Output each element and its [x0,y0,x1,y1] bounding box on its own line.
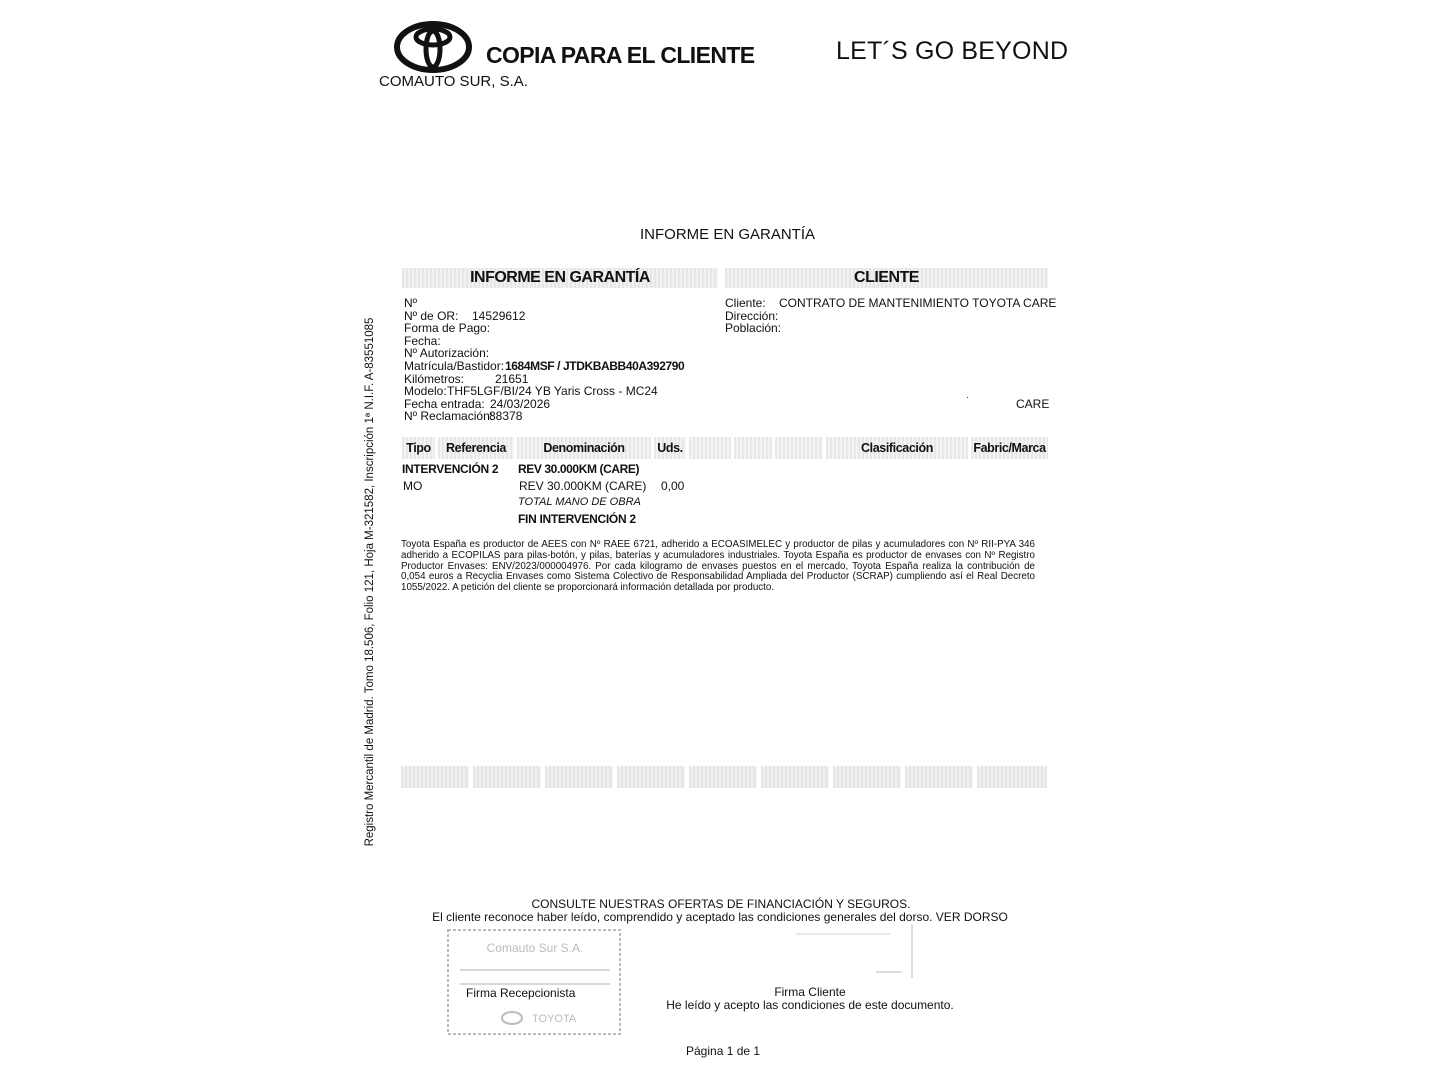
field-label: Dirección: [725,308,779,323]
column-header-denominacion: Denominación [517,437,651,459]
page-number: Página 1 de 1 [686,1044,761,1058]
items-table-header [402,437,1048,459]
field-label: Población: [725,321,782,336]
intervention-name: REV 30.000KM (CARE) [518,462,640,476]
dealer-stamp [446,926,624,1038]
reconoce-line: El cliente reconoce haber leído, comprendido y aceptado las condiciones generales del dorso. VER DORSO [432,910,1008,924]
faint-stamp [790,922,916,980]
mark-dot: · [966,392,970,403]
stamp-brand: TOYOTA [532,1013,577,1025]
intervention-title: INTERVENCIÓN 2 [402,462,499,476]
field-value: 1684MSF / JTDKBABB40A392790 [505,358,685,373]
column-header-blank [689,437,731,459]
totals-cell [545,766,613,788]
field-label: Modelo: [404,384,447,399]
consulte-line: CONSULTE NUESTRAS OFERTAS DE FINANCIACIÓN Y SEGUROS. [531,897,911,911]
column-header-blank [775,437,823,459]
totals-cell [833,766,901,788]
cliente-section-bar: CLIENTE [725,268,1048,288]
informe-fields [404,297,724,423]
field-value: 21651 [495,371,529,386]
totals-cell [689,766,757,788]
totals-cell [905,766,973,788]
field-label: Forma de Pago: [404,321,491,336]
field-poblacion [725,322,1048,335]
field-value: THF5LGF/BI/24 YB Yaris Cross - MC24 [447,384,658,399]
field-value: 88378 [489,409,523,424]
column-header-blank [734,437,772,459]
row-uds: 0,00 [661,479,685,493]
column-header-fabric-marca: Fabric/Marca [971,437,1048,459]
row-tipo: MO [403,479,423,493]
toyota-logo-icon [394,20,472,74]
firma-recepcionista: Firma Recepcionista [466,986,576,1000]
field-label: Nº Autorización: [404,346,490,361]
copy-title: COPIA PARA EL CLIENTE [486,42,755,68]
totals-cell [473,766,541,788]
cliente-fields [725,296,1057,336]
field-label: Nº de OR: [404,308,459,323]
field-forma-pago [404,322,724,335]
legal-notice: Toyota España es productor de AEES con Nº RAEE 6721, adherido a ECOASIMELEC y productor de pilas y acumuladores con Nº RII-PYA 346 adherido a ECOPILAS para pilas-botón, y pilas, baterías y acumuladores industriales. Toyota España es productor de envases con Nº Registro Productor Envases: ENV/2023/000004976. Por cada kilogramo de envases puestos en el mercado, Toyota España realiza la contribución de 0,054 euros a Recyclia Envases como Sistema Colectivo de Responsabilidad Ampliada del Productor (SCRAP) cumpliendo así el Real Decreto 1055/2022. A petición del cliente se proporcionará información detallada por producto. [401,539,1035,594]
totals-cell [617,766,685,788]
acepto-line: He leído y acepto las condiciones de este documento. [666,998,954,1012]
row-denominacion: REV 30.000KM (CARE) [519,479,647,493]
field-value: CONTRATO DE MANTENIMIENTO TOYOTA CARE [779,296,1057,310]
column-header-tipo: Tipo [402,437,435,459]
column-header-clasificacion: Clasificación [826,437,968,459]
end-intervention: FIN INTERVENCIÓN 2 [518,512,636,526]
registry-side-text: Registro Mercantil de Madrid. Tomo 18.506, Folio 121, Hoja M-321582, Inscripción 1ª N.I.F. A-83551085 [364,317,376,847]
totals-cell [761,766,829,788]
cliente-care-label: CARE [1016,397,1050,411]
field-label: Fecha entrada: [404,396,485,411]
totals-strip [401,766,1047,788]
field-label: Nº [404,296,418,310]
field-label: Cliente: [725,296,766,310]
firma-cliente: Firma Cliente [774,985,846,999]
field-label: Nº Reclamación: [404,409,494,424]
field-label: Fecha: [404,333,441,348]
field-value: 14529612 [472,308,526,323]
footer-notice [0,898,1440,924]
field-value: 24/03/2026 [490,396,551,411]
total-mano-obra: TOTAL MANO DE OBRA [518,496,641,508]
slogan: LET´S GO BEYOND [836,37,1069,65]
column-header-uds: Uds. [654,437,686,459]
informe-section-bar: INFORME EN GARANTÍA [402,268,718,288]
field-reclamacion [404,410,724,423]
firma-cliente-block [0,986,1440,1012]
totals-cell [977,766,1047,788]
stamp-text: Comauto Sur S.A. [486,941,584,955]
field-label: Kilómetros: [404,371,465,386]
document-title: INFORME EN GARANTÍA [640,226,816,243]
field-label: Matrícula/Bastidor: [404,358,505,373]
totals-cell [401,766,469,788]
company-name: COMAUTO SUR, S.A. [379,73,528,90]
column-header-referencia: Referencia [438,437,514,459]
